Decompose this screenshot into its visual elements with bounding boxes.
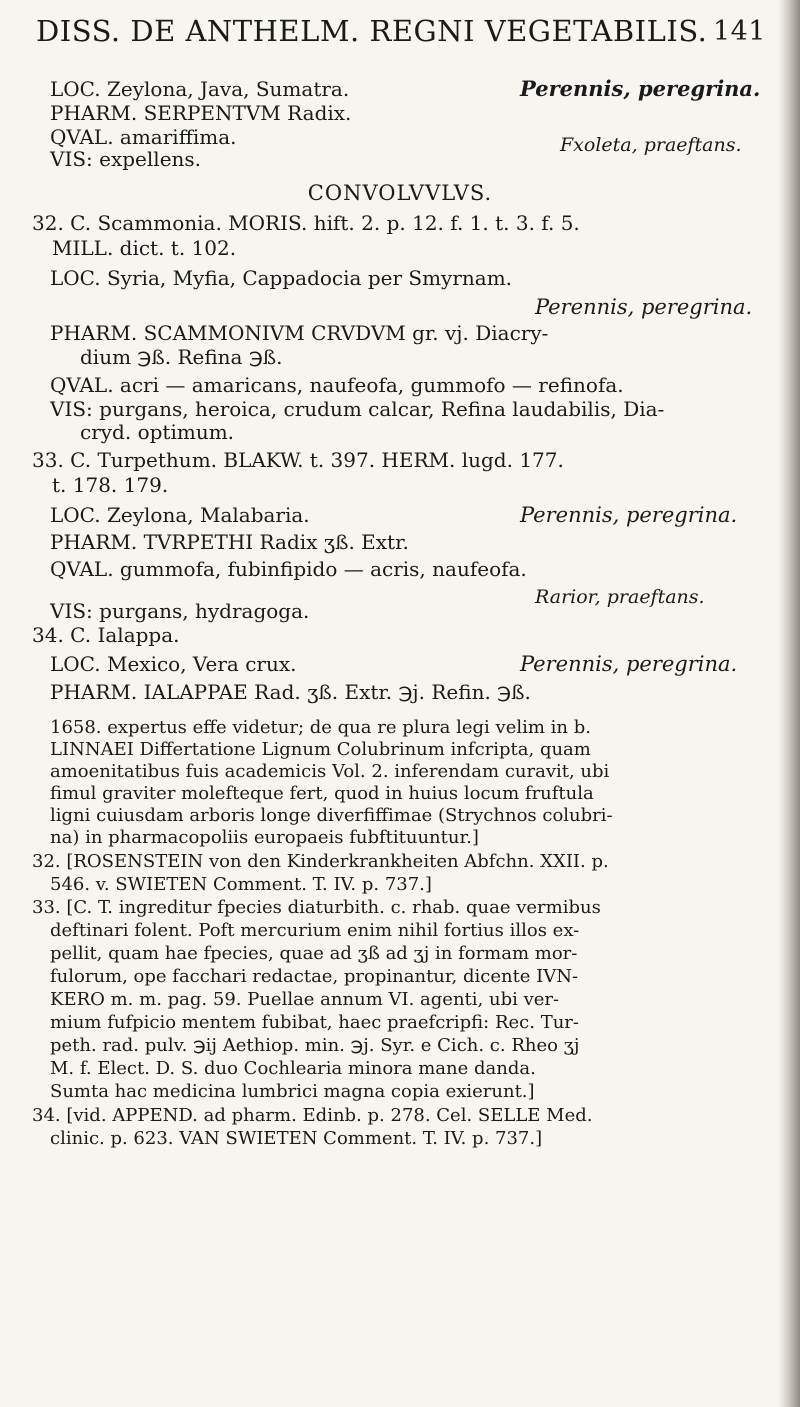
note-line: LINNAEI Differtatione Lignum Colubrinum infcripta, quam	[50, 739, 591, 760]
entry-32-qual: QVAL. acri — amaricans, naufeofa, gummofo — refinofa.	[50, 373, 624, 397]
note-line: 1658. expertus effe videtur; de qua re plura legi velim in b.	[50, 717, 591, 738]
entry-top-qual: QVAL. amariffima.	[50, 125, 237, 149]
entry-33-qual-note: Rarior, praeftans.	[535, 586, 705, 608]
note-line: 33. [C. T. ingreditur fpecies diaturbith. c. rhab. quae vermibus	[32, 897, 601, 918]
entry-top-loc-note: Perennis, peregrina.	[520, 76, 761, 101]
entry-32-loc-note: Perennis, peregrina.	[535, 295, 753, 319]
entry-32-vis: VIS: purgans, heroica, crudum calcar, Refina laudabilis, Dia-	[50, 397, 665, 421]
section-heading-convolvulus: CONVOLVVLVS.	[307, 181, 493, 205]
page-binding-edge	[778, 0, 800, 1407]
note-line: na) in pharmacopoliis europaeis fubftituuntur.]	[50, 827, 479, 848]
entry-32-title: 32. C. Scammonia. MORIS. hift. 2. p. 12. f. 1. t. 3. f. 5.	[32, 211, 580, 235]
entry-34-loc: LOC. Mexico, Vera crux.	[50, 652, 297, 676]
entry-33-loc-note: Perennis, peregrina.	[520, 503, 738, 527]
entry-33-qual: QVAL. gummofa, fubinfipido — acris, naufeofa.	[50, 557, 527, 581]
note-line: ligni cuiusdam arboris longe diverfiffimae (Strychnos colubri-	[50, 805, 613, 826]
entry-top-pharm: PHARM. SERPENTVM Radix.	[50, 101, 352, 125]
entry-33-ref: t. 178. 179.	[52, 473, 169, 497]
note-line: 32. [ROSENSTEIN von den Kinderkrankheiten Abfchn. XXII. p.	[32, 851, 609, 872]
entry-32-ref: MILL. dict. t. 102.	[52, 236, 237, 260]
note-line: clinic. p. 623. VAN SWIETEN Comment. T. IV. p. 737.]	[50, 1128, 543, 1149]
note-line: 546. v. SWIETEN Comment. T. IV. p. 737.]	[50, 874, 432, 895]
note-line: pellit, quam hae fpecies, quae ad ʒß ad ʒj in formam mor-	[50, 943, 578, 964]
entry-34-title: 34. C. Ialappa.	[32, 623, 180, 647]
entry-32-vis-cont: cryd. optimum.	[80, 420, 235, 444]
note-line: peth. rad. pulv. ℈ij Aethiop. min. ℈j. Syr. e Cich. c. Rheo ʒj	[50, 1035, 580, 1056]
note-line: 34. [vid. APPEND. ad pharm. Edinb. p. 278. Cel. SELLE Med.	[32, 1105, 593, 1126]
note-line: mium fufpicio mentem fubibat, haec praefcripfi: Rec. Tur-	[50, 1012, 579, 1033]
entry-top-vis: VIS: expellens.	[50, 147, 202, 171]
note-line: fimul graviter molefteque fert, quod in huius locum fruftula	[50, 783, 594, 804]
entry-34-pharm: PHARM. IALAPPAE Rad. ʒß. Extr. ℈j. Refin. ℈ß.	[50, 680, 531, 704]
entry-32-loc: LOC. Syria, Myfia, Cappadocia per Smyrnam.	[50, 266, 513, 290]
entry-32-pharm-cont: dium ℈ß. Refina ℈ß.	[80, 345, 283, 369]
entry-33-title: 33. C. Turpethum. BLAKW. t. 397. HERM. lugd. 177.	[32, 448, 564, 472]
entry-34-loc-note: Perennis, peregrina.	[520, 652, 738, 676]
entry-33-vis: VIS: purgans, hydragoga.	[50, 599, 310, 623]
note-line: amoenitatibus fuis academicis Vol. 2. inferendam curavit, ubi	[50, 761, 610, 782]
note-line: deftinari folent. Poft mercurium enim nihil fortius illos ex-	[50, 920, 580, 941]
entry-33-loc: LOC. Zeylona, Malabaria.	[50, 503, 310, 527]
entry-33-pharm: PHARM. TVRPETHI Radix ʒß. Extr.	[50, 530, 409, 554]
page-number: 141	[712, 16, 766, 47]
running-head	[36, 14, 766, 48]
note-line: Sumta hac medicina lumbrici magna copia exierunt.]	[50, 1081, 535, 1102]
entry-top-loc: LOC. Zeylona, Java, Sumatra.	[50, 77, 350, 101]
entry-top-qual-note: Fxoleta, praeftans.	[560, 134, 742, 156]
note-line: KERO m. m. pag. 59. Puellae annum VI. agenti, ubi ver-	[50, 989, 560, 1010]
note-line: fulorum, ope facchari redactae, propinantur, dicente IVN-	[50, 966, 579, 987]
note-line: M. f. Elect. D. S. duo Cochlearia minora mane danda.	[50, 1058, 536, 1079]
running-head-title: DISS. DE ANTHELM. REGNI VEGETABILIS.	[36, 14, 708, 48]
entry-32-pharm: PHARM. SCAMMONIVM CRVDVM gr. vj. Diacry-	[50, 321, 549, 345]
